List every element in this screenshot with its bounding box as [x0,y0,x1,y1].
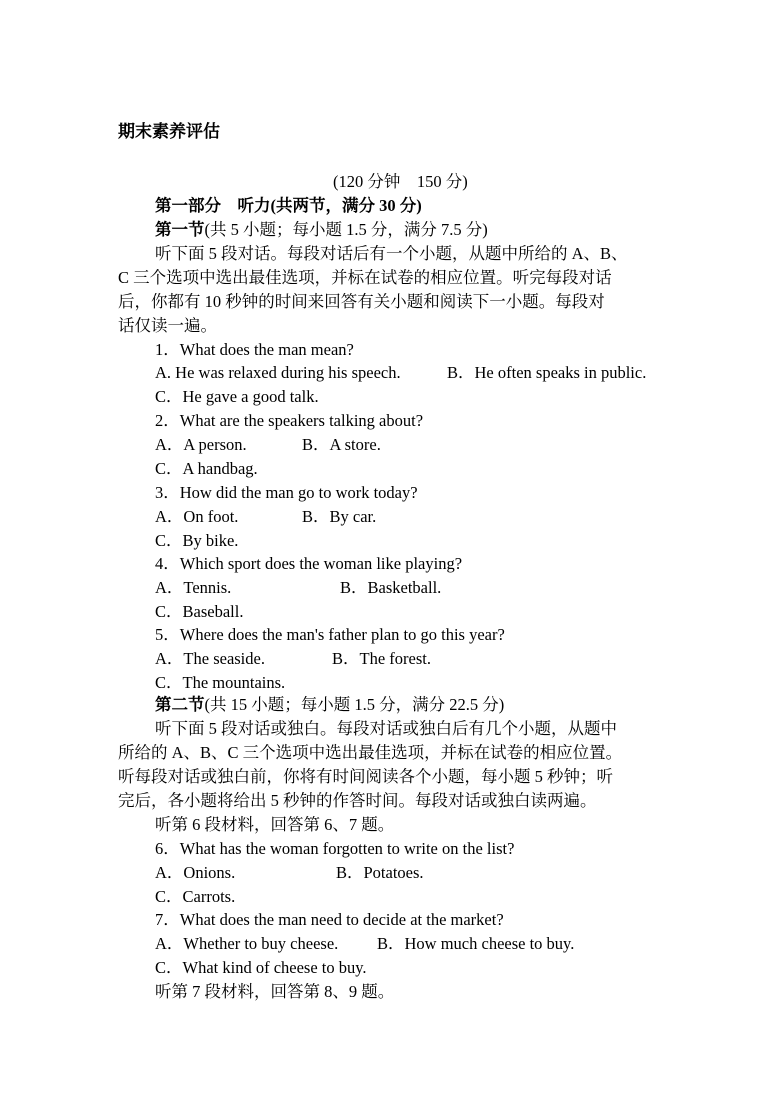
option-a: A．Whether to buy cheese. [155,934,339,953]
question-2: 2．What are the speakers talking about? [155,411,424,430]
question-3: 3．How did the man go to work today? [155,483,418,502]
exam-duration: (120 分钟 150 分) [333,172,468,191]
page-title: 期末素养评估 [118,122,220,141]
option-b: B．How much cheese to buy. [377,934,575,953]
section1-instruction-line: 听下面 5 段对话。每段对话后有一个小题，从题中所给的 A、B、 [155,244,628,263]
option-c: C．Carrots. [155,887,236,906]
section1-info: (共 5 小题；每小题 1.5 分，满分 7.5 分) [204,220,488,239]
option-b: B．Potatoes. [336,863,424,882]
option-a: A．Onions. [155,863,236,882]
option-c: C．He gave a good talk. [155,387,319,406]
section2-label: 第二节 [155,695,205,714]
section2-instruction-line: 听下面 5 段对话或独白。每段对话或独白后有几个小题，从题中 [155,719,617,738]
option-c: C．By bike. [155,531,239,550]
option-b: B．The forest. [332,649,431,668]
option-a: A．Tennis. [155,578,232,597]
section1-label: 第一节 [155,220,205,239]
option-b: B．He often speaks in public. [447,363,647,382]
question-6: 6．What has the woman forgotten to write on the list? [155,839,515,858]
option-c: C．Baseball. [155,602,244,621]
option-b: B．A store. [302,435,381,454]
section1-instruction-line: 后，你都有 10 秒钟的时间来回答有关小题和阅读下一小题。每段对 [118,292,605,311]
option-a: A．On foot. [155,507,239,526]
option-c: C．What kind of cheese to buy. [155,958,367,977]
part1-heading: 第一部分 听力(共两节，满分 30 分) [155,196,422,215]
question-1: 1．What does the man mean? [155,340,354,359]
option-c: C．The mountains. [155,673,286,692]
section2-instruction-line: 所给的 A、B、C 三个选项中选出最佳选项，并标在试卷的相应位置。 [118,743,623,762]
option-b: B．By car. [302,507,377,526]
section2-instruction-line: 完后，各小题将给出 5 秒钟的作答时间。每段对话或独白读两遍。 [118,791,597,810]
option-c: C．A handbag. [155,459,258,478]
question-5: 5．Where does the man's father plan to go this year? [155,625,505,644]
section2-instruction-line: 听每段对话或独白前，你将有时间阅读各个小题，每小题 5 秒钟；听 [118,767,613,786]
section1-instruction-line: C 三个选项中选出最佳选项，并标在试卷的相应位置。听完每段对话 [118,268,612,287]
option-a: A. He was relaxed during his speech. [155,363,401,382]
option-b: B．Basketball. [340,578,442,597]
material-7-note: 听第 7 段材料，回答第 8、9 题。 [155,982,395,1001]
section1-heading [155,219,488,241]
section2-heading [155,694,504,716]
option-a: A．A person. [155,435,247,454]
section1-instruction-line: 话仅读一遍。 [118,316,217,335]
option-a: A．The seaside. [155,649,265,668]
material-6-note: 听第 6 段材料，回答第 6、7 题。 [155,815,395,834]
section2-info: (共 15 小题；每小题 1.5 分，满分 22.5 分) [204,695,505,714]
question-4: 4．Which sport does the woman like playing? [155,554,463,573]
question-7: 7．What does the man need to decide at the market? [155,910,504,929]
